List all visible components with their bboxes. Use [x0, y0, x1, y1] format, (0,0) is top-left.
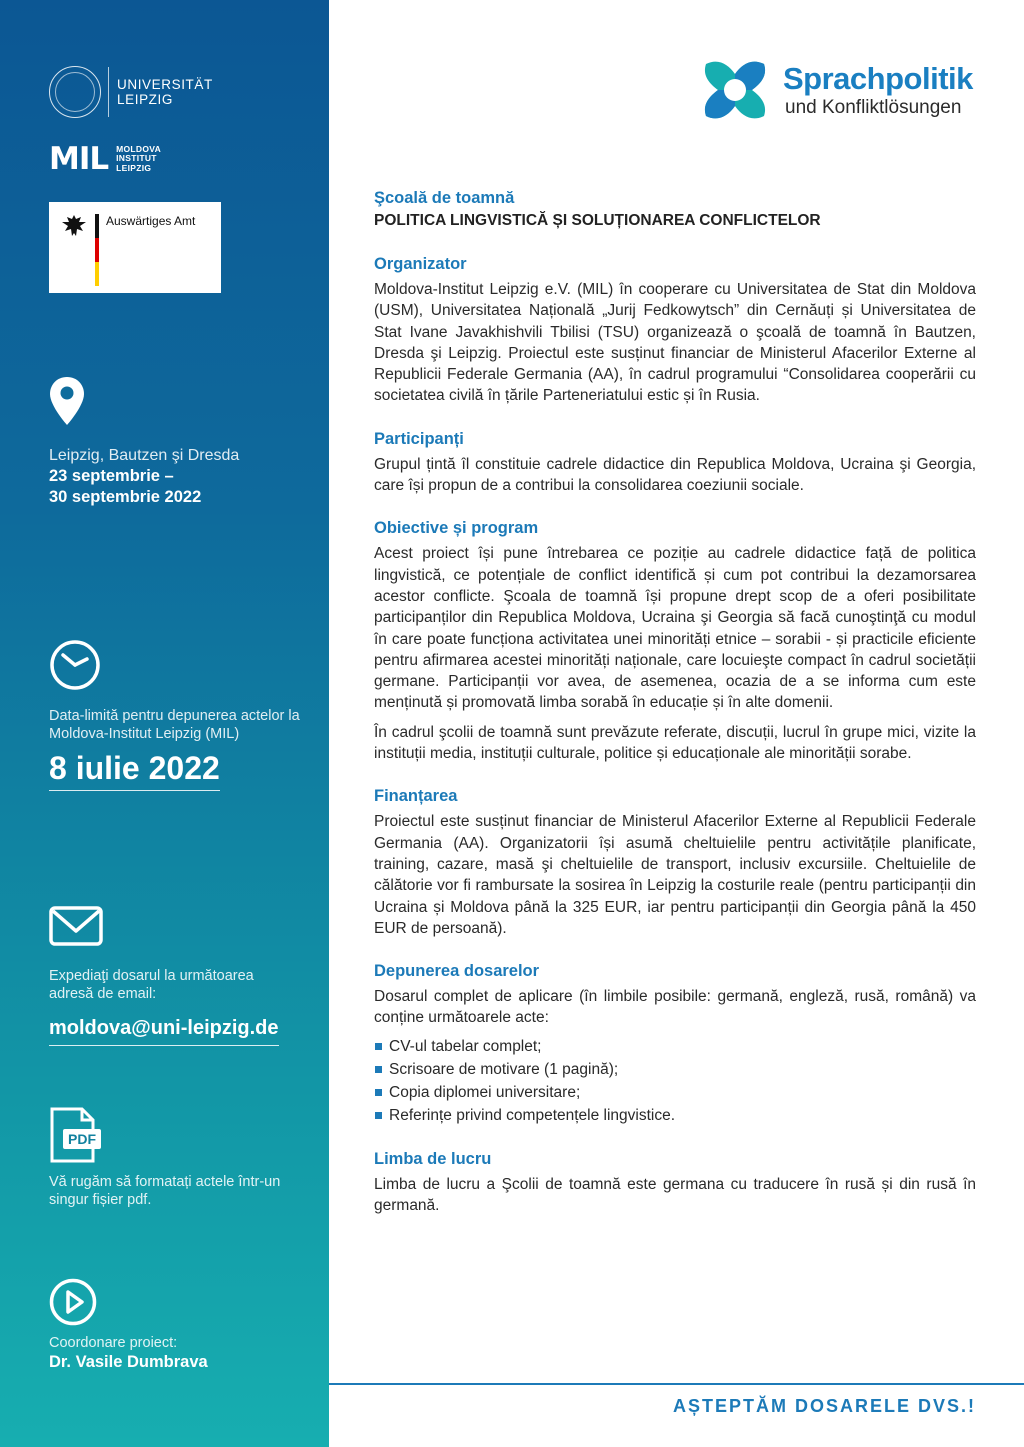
mil-logo — [49, 142, 161, 176]
sprachpolitik-logo-icon — [702, 58, 768, 122]
section-funding — [374, 785, 976, 939]
university-name-line1: UNIVERSITÄT — [117, 77, 213, 92]
mil-line3: LEIPZIG — [116, 162, 152, 173]
event-location: Leipzig, Bautzen şi Dresda — [49, 447, 240, 464]
envelope-icon — [49, 906, 103, 946]
location-pin-icon — [49, 376, 85, 426]
university-seal-icon — [49, 66, 101, 118]
list-item: Scrisoare de motivare (1 pagină); — [374, 1058, 976, 1081]
school-heading: Şcoală de toamnă — [374, 189, 515, 207]
objectives-heading: Obiective și program — [374, 519, 539, 538]
mil-abbr: MIL — [49, 141, 109, 177]
german-flag-icon — [95, 214, 99, 286]
objectives-text-1: Acest proiect își pune întrebarea ce poziție au cadrele didactice față de politica lingvistică, ce potențiale de conflict identifică și cum pot contribui la dezamorsarea acestor conflicte. Şcoala de toamnă își propune drept scop de a oferi posibilitate participanților din Republica Moldova, Ucraina şi Georgia să facă cunoştinţă cu modul în care poate funcționa activitatea unei minorități etnice – sorabii - și practicile eficiente pentru afirmarea acestei minorități naționale, care locuieşte compact în cadrul societății germane. Participanții vor avea, de asemenea, ocazia de a se informa cum este menținută și promovată limba sorabă în educație și în alte domenii. — [374, 545, 976, 712]
pdf-label-line2: singur fișier pdf. — [49, 1192, 152, 1208]
pdf-file-icon — [49, 1107, 103, 1163]
section-language — [374, 1148, 976, 1217]
organizer-heading: Organizator — [374, 255, 467, 273]
language-text: Limba de lucru a Şcolii de toamnă este germana cu traducere în rusă și din rusă în germană. — [374, 1175, 976, 1215]
language-heading: Limba de lucru — [374, 1149, 492, 1168]
list-item: Referințe privind competențele lingvistice. — [374, 1104, 976, 1127]
ministry-name: Auswärtiges Amt — [106, 214, 196, 228]
email-label-line2: adresă de email: — [49, 986, 157, 1002]
event-date-start: 23 septembrie – — [49, 467, 174, 485]
required-documents-list — [374, 1035, 976, 1127]
list-item: CV-ul tabelar complet; — [374, 1035, 976, 1058]
email-label-line1: Expediaţi dosarul la următoarea — [49, 968, 254, 984]
section-application — [374, 960, 976, 1127]
participants-heading: Participanți — [374, 429, 464, 448]
auswaertiges-amt-logo — [49, 202, 221, 293]
play-icon — [49, 1278, 97, 1326]
deadline-date: 8 iulie 2022 — [49, 748, 220, 791]
contact-email-link[interactable]: moldova@uni-leipzig.de — [49, 1014, 279, 1046]
sidebar — [0, 0, 329, 1447]
list-item: Copia diplomei universitare; — [374, 1081, 976, 1104]
coordination-label: Coordonare proiect: — [49, 1335, 178, 1351]
main-content — [374, 187, 976, 1216]
section-participants — [374, 428, 976, 497]
event-date-end: 30 septembrie 2022 — [49, 488, 202, 506]
brand-subtitle: und Konfliktlösungen — [785, 97, 962, 118]
brand-title: Sprachpolitik — [783, 61, 973, 96]
deadline-label-line1: Data-limită pentru depunerea actelor la — [49, 708, 300, 724]
funding-text: Proiectul este susținut financiar de Ministerul Afacerilor Externe al Republicii Federale Germania (AA). Organizatorii își asumă cheltuielile pentru activitățile planificate, training, cazare, masă şi cheltuielile de transport, inclusiv excursiile. Cheltuielile de călătorie vor fi rambursate la sosirea în Leipzig la costurile reale (pentru participanții din Ucraina și Moldova până la 325 EUR, iar pentru participanții din Georgia până la 450 EUR de persoană). — [374, 813, 976, 937]
deadline-label-line2: Moldova-Institut Leipzig (MIL) — [49, 726, 240, 742]
application-text: Dosarul complet de aplicare (în limbile posibile: germană, engleză, rusă, română) va conține următoarele acte: — [374, 988, 976, 1027]
funding-heading: Finanțarea — [374, 787, 458, 806]
footer-call-to-action: AȘTEPTĂM DOSARELE DVS.! — [672, 1396, 976, 1416]
clock-icon — [49, 639, 101, 691]
coordinator-name: Dr. Vasile Dumbrava — [49, 1353, 208, 1371]
school-title: POLITICA LINGVISTICĂ ȘI SOLUȚIONAREA CONFLICTELOR — [374, 212, 821, 229]
objectives-text-2: În cadrul şcolii de toamnă sunt prevăzute referate, discuții, lucrul în grupe mici, vizite la instituții media, instituții culturale, politice și educaționale ale minorității sorabe. — [374, 723, 976, 763]
pdf-label-line1: Vă rugăm să formatați actele într-un — [49, 1174, 281, 1190]
mil-line2: INSTITUT — [116, 153, 157, 164]
pdf-icon-text: PDF — [68, 1131, 96, 1147]
application-heading: Depunerea dosarelor — [374, 962, 540, 981]
footer-divider — [329, 1383, 1024, 1385]
participants-text: Grupul țintă îl constituie cadrele didactice din Republica Moldova, Ucraina şi Georgia, care își propun de a contribui la consolidarea coeziunii sociale. — [374, 455, 976, 495]
organizer-text: Moldova-Institut Leipzig e.V. (MIL) în cooperare cu Universitatea de Stat din Moldova (USM), Universitatea Națională „Jurij Fedkowytsch” din Cernăuți și Universitatea de Stat Ivane Javakhishvili Tbilisi (TSU) organizează o şcoală de toamnă în Bautzen, Dresda şi Leipzig. Proiectul este susținut financiar de Ministerul Afacerilor Externe al Republicii Federale Germania (AA), în cadrul programului “Consolidarea cooperării cu societatea civilă în țările Parteneriatului estic și în Rusia. — [374, 281, 976, 405]
mil-line1: MOLDOVA — [116, 143, 162, 154]
eagle-icon — [61, 214, 87, 238]
section-objectives — [374, 517, 976, 764]
university-logo — [49, 66, 213, 118]
university-name-line2: LEIPZIG — [117, 92, 173, 107]
section-organizer — [374, 253, 976, 407]
